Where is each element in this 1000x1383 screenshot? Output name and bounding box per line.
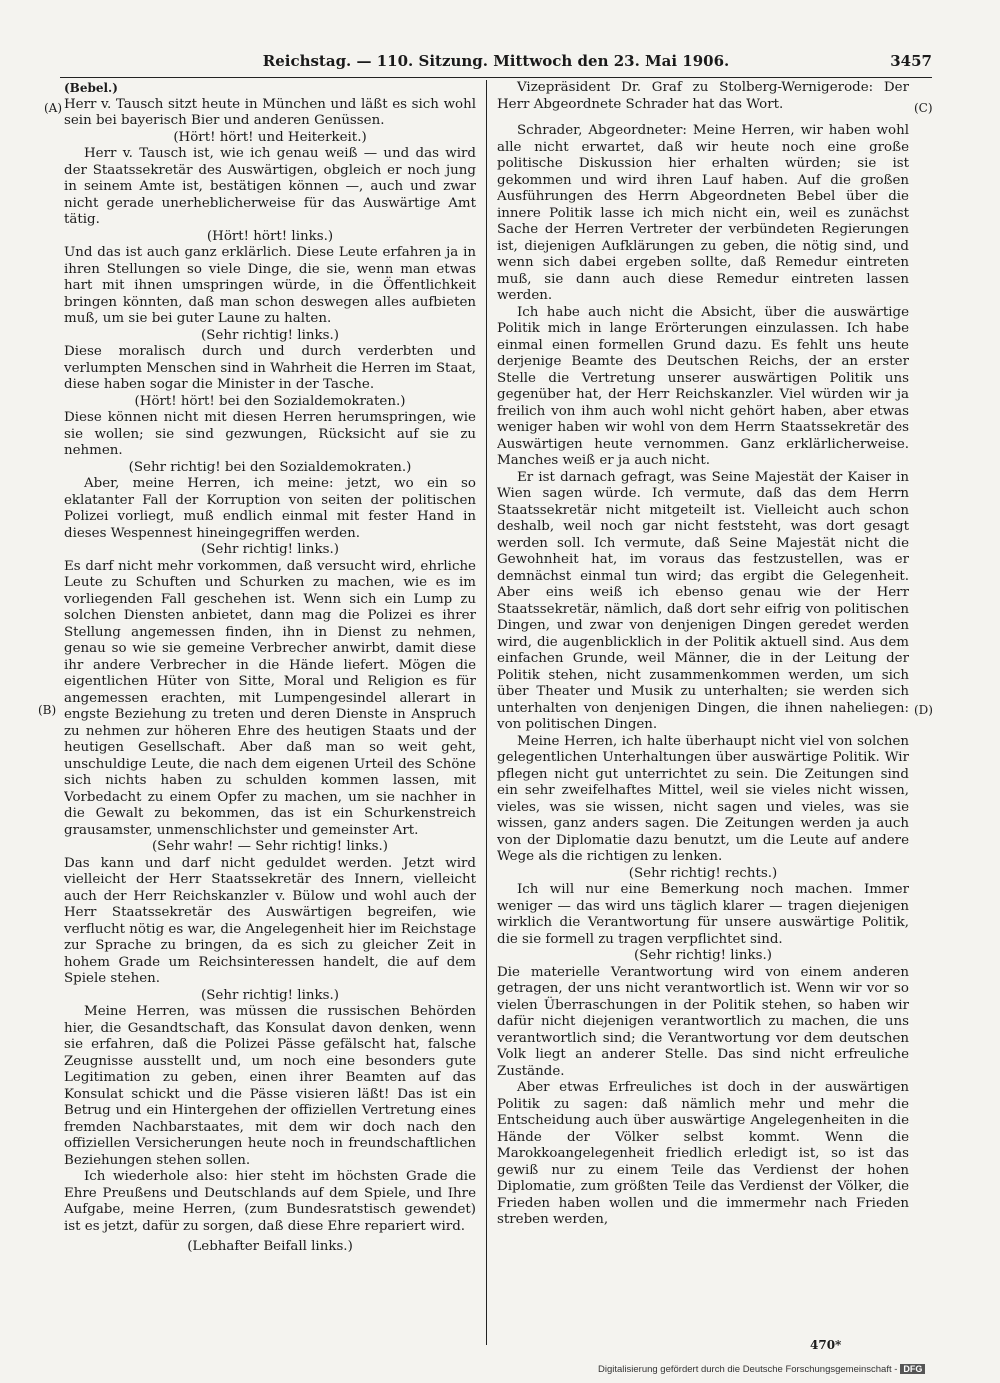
interjection: (Sehr richtig! links.): [201, 327, 339, 343]
speaker-tag: (Bebel.): [64, 81, 118, 95]
paragraph: Meine Herren, was müssen die russischen Behörden hier, die Gesandtschaft, das Konsulat davon denken, wenn sie erfahren, daß die Polizei Pässe gefälscht hat, falsche Zeugnisse ausstellt und, um noch eine besonders gute Legitimation zu geben, einen ihrer Beamten auf das Konsulat schickt und die Pässe visieren läßt! Das ist ein Betrug und ein Hintergehen der offiziellen Vertretung eines fremden Nachbarstaates, mit dem wir doch nach den offiziellen Versicherungen heute noch in freundschaftlichen Beziehungen stehen sollen.: [64, 1004, 476, 1168]
paragraph: Diese können nicht mit diesen Herren herumspringen, wie sie wollen; sie sind gezwungen, Rücksicht auf sie zu nehmen.: [64, 410, 476, 458]
dfg-logo: DFG: [900, 1364, 925, 1374]
interjection: (Hört! hört! bei den Sozialdemokraten.): [134, 393, 406, 409]
paragraph: Die materielle Verantwortung wird von einem anderen getragen, der uns nicht verantwortlich ist. Wenn wir vor so vielen Überraschungen in der Politik stehen, so haben wir dafür nicht diejenigen verantwortlich zu machen, die uns verantwortlich sind; die Verantwortung vor dem deutschen Volk liegt an anderer Stelle. Das sind nicht erfreuliche Zustände.: [497, 964, 909, 1079]
paragraph: Meine Herren, ich halte überhaupt nicht viel von solchen gelegentlichen Unterhaltungen über auswärtige Politik. Wir pflegen nicht gut unterrichtet zu sein. Die Zeitungen sind ein sehr zweifelhaftes Mittel, weil sie vieles nicht wissen, vieles, was sie wissen, nicht sagen und vieles, was sie wissen, ganz anders sagen. Die Zeitungen werden ja auch von der Diplomatie dazu benutzt, um die Leute auf andere Wege als die richtigen zu lenken.: [497, 733, 909, 864]
margin-marker-c: (C): [914, 101, 933, 115]
interjection: (Hört! hört! links.): [206, 228, 334, 244]
paragraph: Und das ist auch ganz erklärlich. Diese Leute erfahren ja in ihren Stellungen so viele Dinge, die sie, wenn man etwas hart mit ihnen umspringen würde, in die Öffentlichkeit bringen könnten, daß man schon deswegen alles aufbieten muß, um sie bei guter Laune zu halten.: [64, 245, 476, 326]
running-title: Reichstag. — 110. Sitzung. Mittwoch den 23. Mai 1906.: [262, 52, 730, 70]
interjection: (Sehr richtig! rechts.): [628, 865, 778, 881]
speaker-intro: Vizepräsident Dr. Graf zu Stolberg-Wernigerode: Der Herr Abgeordnete Schrader hat das Wort.: [497, 80, 909, 112]
paragraph: Er ist darnach gefragt, was Seine Majestät der Kaiser in Wien sagen würde. Ich vermute, daß das dem Herrn Staatssekretär nicht mitgeteilt ist. Vielleicht auch schon deshalb, weil noch gar nicht feststeht, was dort gesagt werden soll. Ich vermute, daß Seine Majestät nicht die Gewohnheit hat, im voraus das festzustellen, was er demnächst einmal tun wird; das ergibt die Gelegenheit. Aber eins weiß ich ebenso genau wie der Herr Staatssekretär, nämlich, daß dort sehr eifrig von politischen Dingen, und zwar von denjenigen Dingen geredet werden wird, die augenblicklich in der Politik aktuell sind. Aus dem einfachen Grunde, weil Männer, die in der Leitung der Politik stehen, nicht zusammenkommen werden, um sich über Theater und Musik zu unterhalten; sie werden sich unterhalten von denjenigen Dingen, die ihnen naheliegen: von politischen Dingen.: [497, 469, 909, 732]
interjection: (Sehr richtig! links.): [201, 542, 339, 557]
paragraph: Ich will nur eine Bemerkung noch machen. Immer weniger — das wird uns täglich klarer — tragen diejenigen wirklich die Verantwortung für unsere auswärtige Politik, die sie formell zu tragen verpflichtet sind.: [497, 882, 909, 947]
paragraph: Ich wiederhole also: hier steht im höchsten Grade die Ehre Preußens und Deutschlands auf dem Spiele, und Ihre Aufgabe, meine Herren, (zum Bundesratstisch gewendet) ist es jetzt, dafür zu sorgen, daß diese Ehre repariert wird.: [64, 1169, 476, 1234]
paragraph: Aber etwas Erfreuliches ist doch in der auswärtigen Politik zu sagen: daß nämlich mehr und mehr die Entscheidung auch über auswärtige Angelegenheiten in die Hände der Völker selbst kommt. Wenn die Marokkoangelegenheit friedlich erledigt ist, so ist das gewiß nur zu einem Teile das Verdienst der hohen Diplomatie, zum größten Teile das Verdienst der Völker, die Frieden haben wollen und die immermehr nach Frieden streben werden,: [497, 1080, 909, 1227]
paragraph: Diese moralisch durch und durch verderbten und verlumpten Menschen sind in Wahrheit die Herren im Staat, diese haben sogar die Minister in der Tasche.: [64, 344, 476, 392]
paragraph: Es darf nicht mehr vorkommen, daß versucht wird, ehrliche Leute zu Schuften und Schurken zu machen, wie es im vorliegenden Fall geschehen ist. Wenn sich ein Lump zu solchen Diensten anbietet, dann mag die Polizei es ihrer Stellung angemessen finden, ihn in Dienst zu nehmen, genau so wie sie gemeine Verbrecher anwirbt, damit diese ihr andere Verbrecher in die Hände liefert. Mögen die eigentlichen Hüter von Sitte, Moral und Religion es für angemessen erachten, mit Lumpengesindel allerart in engste Beziehung zu treten und deren Dienste in Anspruch zu nehmen zur höheren Ehre des heutigen Staats und der heutigen Gesellschaft. Aber daß man so weit geht, unschuldige Leute, die nach dem eigenen Urteil des Schöne sich nichts haben zu schulden kommen lassen, mit Vorbedacht zu einem Opfer zu machen, um sie nachher in die Gewalt zu bekommen, das ist ein Schurkenstreich grausamster, unmenschlichster und gemeinster Art.: [64, 558, 476, 838]
interjection: (Sehr richtig! links.): [634, 948, 772, 963]
margin-marker-d: (D): [914, 703, 933, 717]
paragraph: Herr v. Tausch ist, wie ich genau weiß — und das wird der Staatssekretär des Auswärtigen, obgleich er noch jung in seinem Amte ist, bestätigen können —, auch und zwar nicht gerade unerheblicherweise für das Auswärtige Amt tätig.: [64, 146, 476, 227]
footer-credit: [598, 1364, 925, 1375]
margin-marker-a: (A): [44, 101, 63, 115]
left-column: [64, 80, 476, 1345]
paragraph: Aber, meine Herren, ich meine: jetzt, wo ein so eklatanter Fall der Korruption von seiten der politischen Polizei vorliegt, muß endlich einmal mit fester Hand in dieses Wespennest hineingegriffen werden.: [64, 476, 476, 541]
running-header: [60, 50, 932, 76]
interjection: (Sehr wahr! — Sehr richtig! links.): [151, 839, 389, 854]
paragraph: Ich habe auch nicht die Absicht, über die auswärtige Politik mich in lange Erörterungen einzulassen. Ich habe einmal einen formellen Grund dazu. Es fehlt uns heute derjenige Beamte des Deutschen Reichs, der an erster Stelle die Vertretung unserer auswärtigen Politik uns gegenüber hat, der Herr Reichskanzler. Viel würden wir ja freilich von ihm auch wohl nicht gehört haben, aber etwas weniger haben wir wohl von dem Herrn Staatssekretär des Auswärtigen heute vernommen. Ganz erklärlicherweise. Manches weiß er ja auch nicht.: [497, 304, 909, 468]
margin-marker-b: (B): [38, 703, 57, 717]
interjection: (Sehr richtig! bei den Sozialdemokraten.): [128, 459, 412, 475]
paragraph: Schrader, Abgeordneter: Meine Herren, wir haben wohl alle nicht erwartet, daß wir heute noch eine große politische Diskussion hier erhalten würden; sie ist gekommen und wird ihren Lauf haben. Auf die großen Ausführungen des Herrn Abgeordneten Bebel über die innere Politik lasse ich mich nicht ein, weil es zunächst Sache der Herren Vertreter der verbündeten Regierungen ist, diejenigen Aufklärungen zu geben, die nötig sind, und wenn sich dabei ergeben sollte, daß Remedur eintreten muß, sie dann auch diese Remedur eintreten lassen werden.: [497, 123, 909, 303]
interjection: (Hört! hört! und Heiterkeit.): [173, 129, 367, 145]
paragraph: Das kann und darf nicht geduldet werden. Jetzt wird vielleicht der Herr Staatssekretär des Innern, vielleicht auch der Herr Reichskanzler v. Bülow und wohl auch der Herr Staatssekretär des Auswärtigen begreifen, wie verflucht nötig es war, die Angelegenheit hier im Reichstage zur Sprache zu bringen, da es sich zu gleicher Zeit in hohem Grade um Reichsinteressen handelt, die auf dem Spiele stehen.: [64, 855, 476, 986]
column-divider: [486, 80, 487, 1345]
closing-applause: (Lebhafter Beifall links.): [187, 1239, 353, 1254]
footer-note: Digitalisierung gefördert durch die Deutsche Forschungsgemeinschaft -: [598, 1364, 898, 1375]
signature-mark: 470*: [810, 1338, 842, 1352]
paragraph: Herr v. Tausch sitzt heute in München und läßt es sich wohl sein bei bayerisch Bier und anderen Genüssen.: [64, 96, 476, 128]
right-column: [497, 80, 909, 1345]
header-rule: [60, 77, 932, 78]
page-number: 3457: [890, 52, 932, 70]
interjection: (Sehr richtig! links.): [201, 987, 339, 1003]
